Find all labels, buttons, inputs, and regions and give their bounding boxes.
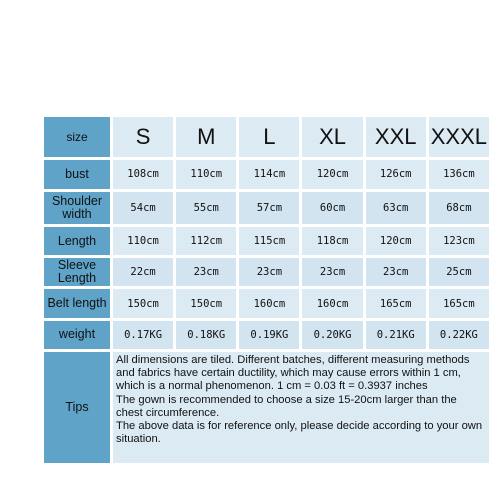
size-xxl: XXL [366, 117, 426, 157]
table-cell: 126cm [366, 160, 426, 188]
table-cell: 23cm [366, 258, 426, 286]
table-cell: 112cm [176, 227, 236, 255]
table-cell: 108cm [113, 160, 173, 188]
table-cell: 23cm [302, 258, 362, 286]
tips-line: The gown is recommended to choose a size 15-20cm larger than the chest circumference. [116, 393, 457, 419]
table-cell: 150cm [176, 289, 236, 317]
table-cell: 110cm [113, 227, 173, 255]
tips-line: All dimensions are tiled. Different batches, different measuring methods and fabrics have certain ductility, which may cause errors within 1 cm, which is a normal phenomenon. 1 cm = 0.03 ft = 0.3937 inches [116, 353, 470, 393]
table-cell: 150cm [113, 289, 173, 317]
row-label: bust [44, 160, 110, 188]
table-cell: 165cm [429, 289, 489, 317]
row-label: Sleeve Length [44, 258, 110, 286]
table-row-weight [44, 321, 489, 349]
size-header-label: size [44, 117, 110, 157]
table-cell: 110cm [176, 160, 236, 188]
tips-label: Tips [44, 352, 110, 463]
tips-line: The above data is for reference only, please decide according to your own situation. [116, 419, 483, 446]
table-cell: 54cm [113, 192, 173, 224]
table-cell: 23cm [239, 258, 299, 286]
table-cell: 123cm [429, 227, 489, 255]
row-label: Belt length [44, 289, 110, 317]
table-cell: 0.17KG [113, 321, 173, 349]
size-l: L [239, 117, 299, 157]
table-cell: 165cm [366, 289, 426, 317]
table-cell: 114cm [239, 160, 299, 188]
table-row-length [44, 227, 489, 255]
table-cell: 23cm [176, 258, 236, 286]
table-cell: 120cm [302, 160, 362, 188]
size-header-row [44, 117, 489, 157]
table-cell: 25cm [429, 258, 489, 286]
table-cell: 68cm [429, 192, 489, 224]
size-m: M [176, 117, 236, 157]
table-cell: 118cm [302, 227, 362, 255]
table-row-bust [44, 160, 489, 188]
size-chart-table [41, 114, 492, 466]
table-cell: 160cm [302, 289, 362, 317]
table-cell: 0.20KG [302, 321, 362, 349]
table-row-shoulder-width [44, 192, 489, 224]
table-row-sleeve-length [44, 258, 489, 286]
table-cell: 22cm [113, 258, 173, 286]
table-cell: 63cm [366, 192, 426, 224]
table-cell: 0.18KG [176, 321, 236, 349]
row-label: weight [44, 321, 110, 349]
table-cell: 0.21KG [366, 321, 426, 349]
row-label: Length [44, 227, 110, 255]
table-cell: 115cm [239, 227, 299, 255]
table-row-tips [44, 352, 489, 463]
size-xxxl: XXXL [429, 117, 489, 157]
table-cell: 136cm [429, 160, 489, 188]
table-cell: 60cm [302, 192, 362, 224]
table-cell: 160cm [239, 289, 299, 317]
size-xl: XL [302, 117, 362, 157]
table-row-belt-length [44, 289, 489, 317]
row-label: Shoulder width [44, 192, 110, 224]
table-cell: 120cm [366, 227, 426, 255]
table-cell: 0.22KG [429, 321, 489, 349]
table-cell: 57cm [239, 192, 299, 224]
table-cell: 55cm [176, 192, 236, 224]
size-s: S [113, 117, 173, 157]
tips-text [113, 352, 489, 463]
table-cell: 0.19KG [239, 321, 299, 349]
